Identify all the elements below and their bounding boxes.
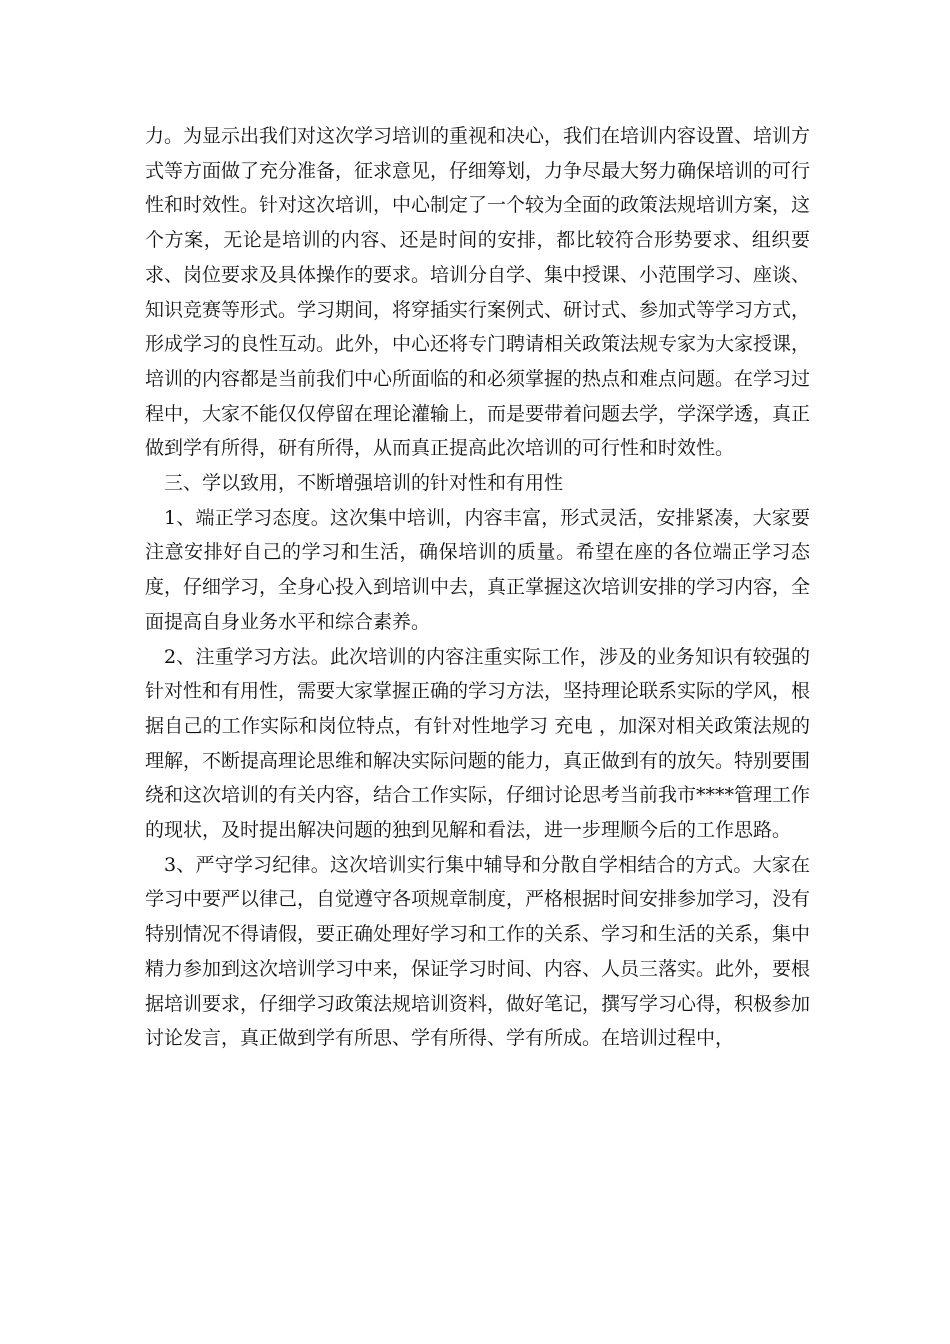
paragraph-item-1: 1、端正学习态度。这次集中培训，内容丰富，形式灵活，安排紧凑，大家要注意安排好自己的学习和生活，确保培训的质量。希望在座的各位端正学习态度，仔细学习，全身心投入到培训中去，真正掌握这次培训安排的学习内容，全面提高自身业务水平和综合素养。 (145, 506, 811, 633)
section-heading: 三、学以致用，不断增强培训的针对性和有用性 (164, 472, 564, 495)
paragraph-continuation: 力。为显示出我们对这次学习培训的重视和决心，我们在培训内容设置、培训方式等方面做了充分准备，征求意见，仔细筹划，力争尽最大努力确保培训的可行性和时效性。针对这次培训，中心制定了一个较为全面的政策法规培训方案，这个方案，无论是培训的内容、还是时间的安排，都比较符合形势要求、组织要求、岗位要求及具体操作的要求。培训分自学、集中授课、小范围学习、座谈、知识竞赛等形式。学习期间，将穿插实行案例式、研讨式、参加式等学习方式，形成学习的良性互动。此外，中心还将专门聘请相关政策法规专家为大家授课，培训的内容都是当前我们中心所面临的和必须掌握的热点和难点问题。在学习过程中，大家不能仅仅停留在理论灌输上，而是要带着问题去学，学深学透，真正做到学有所得，研有所得，从而真正提高此次培训的可行性和时效性。 (145, 125, 811, 460)
document-body (145, 119, 810, 1056)
paragraph-item-2: 2、注重学习方法。此次培训的内容注重实际工作，涉及的业务知识有较强的针对性和有用性，需要大家掌握正确的学习方法，坚持理论联系实际的学风，根据自己的工作实际和岗位特点，有针对性地学习 充电 ，加深对相关政策法规的理解，不断提高理论思维和解决实际问题的能力，真正做到有的放矢。特别要围绕和这次培训的有关内容，结合工作实际，仔细讨论思考当前我市****管理工作的现状，及时提出解决问题的独到见解和看法，进一步理顺今后的工作思路。 (145, 645, 811, 842)
paragraph-item-3: 3、严守学习纪律。这次培训实行集中辅导和分散自学相结合的方式。大家在学习中要严以律己，自觉遵守各项规章制度，严格根据时间安排参加学习，没有特别情况不得请假，要正确处理好学习和工作的关系、学习和生活的关系，集中精力参加到这次培训学习中来，保证学习时间、内容、人员三落实。此外，要根据培训要求，仔细学习政策法规培训资料，做好笔记，撰写学习心得，积极参加讨论发言，真正做到学有所思、学有所得、学有所成。在培训过程中， (145, 853, 811, 1050)
